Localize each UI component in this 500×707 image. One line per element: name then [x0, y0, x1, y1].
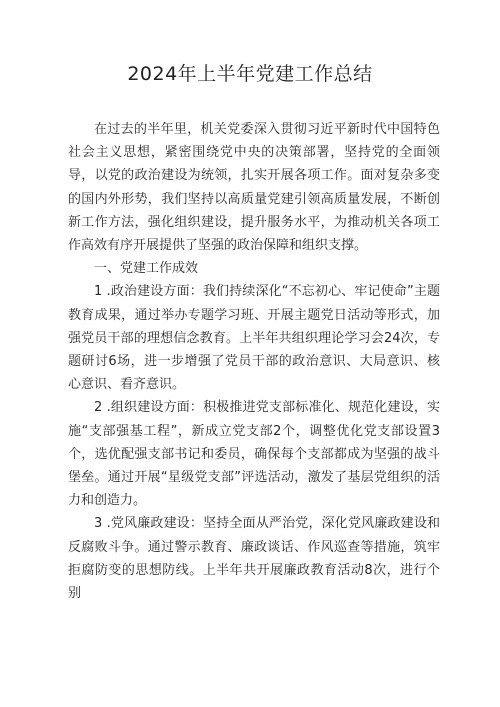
- document-body: [68, 118, 440, 605]
- list-item-clean-governance: 3 .党风廉政建设：坚持全面从严治党，深化党风廉政建设和反腐败斗争。通过警示教育、廉政谈话、作风巡查等措施，筑牢拒腐防变的思想防线。上半年共开展廉政教育活动8次，进行个别: [68, 516, 440, 602]
- list-item-political-building: 1 .政治建设方面：我们持续深化“不忘初心、牢记使命”主题教育成果，通过举办专题学习班、开展主题党日活动等形式，加强党员干部的理想信念教育。上半年共组织理论学习会24次，专题研讨6场，进一步增强了党员干部的政治意识、大局意识、核心意识、看齐意识。: [68, 284, 440, 393]
- page-title: 2024年上半年党建工作总结: [127, 63, 373, 85]
- list-item-organization-building: 2 .组织建设方面：积极推进党支部标准化、规范化建设，实施“支部强基工程”，新成立党支部2个，调整优化党支部设置3个，选优配强支部书记和委员，确保每个支部都成为坚强的战斗堡垒。通过开展“星级党支部”评选活动，激发了基层党组织的活力和创造力。: [68, 400, 440, 509]
- section-heading: 一、党建工作成效: [94, 261, 199, 277]
- intro-paragraph: 在过去的半年里，机关党委深入贯彻习近平新时代中国特色社会主义思想，紧密围绕党中央的决策部署，坚持党的全面领导，以党的政治建设为统领，扎实开展各项工作。面对复杂多变的国内外形势，我们坚持以高质量党建引领高质量发展，不断创新工作方法，强化组织建设，提升服务水平，为推动机关各项工作高效有序开展提供了坚强的政治保障和组织支撑。: [68, 122, 440, 254]
